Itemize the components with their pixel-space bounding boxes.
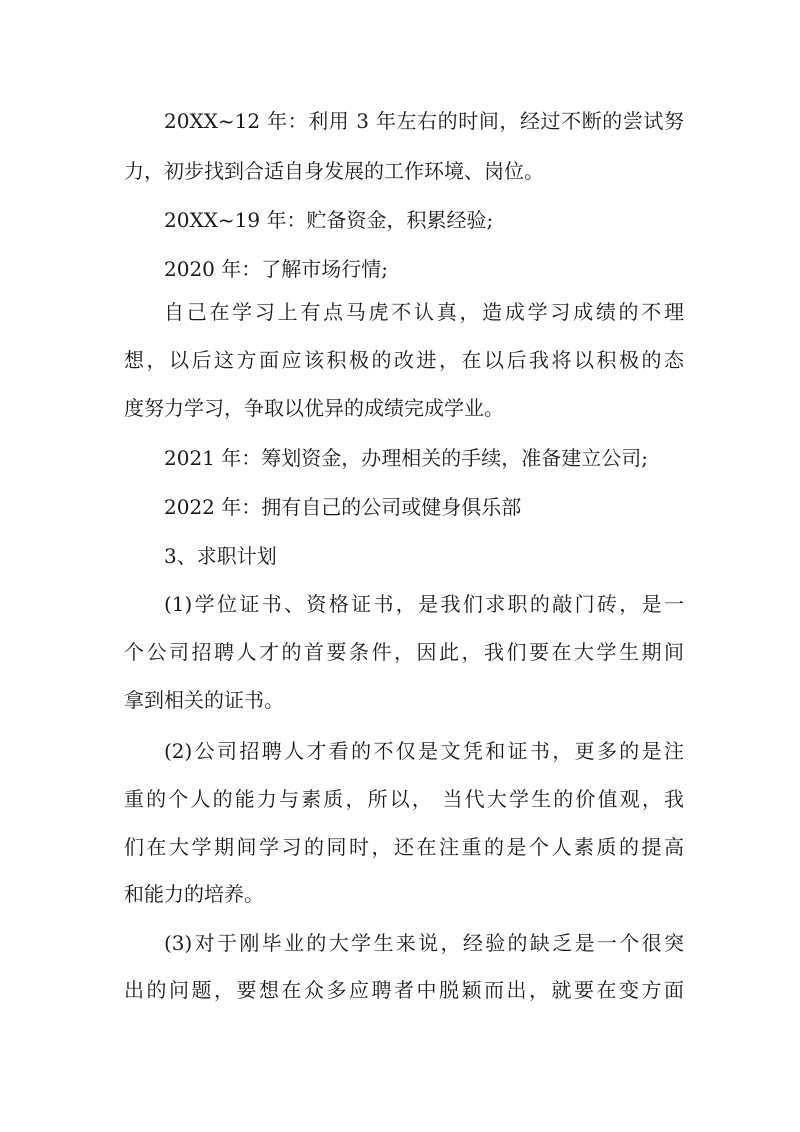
paragraph-8-line-3: 拿到相关的证书。 [124,688,284,712]
paragraph-5-line-1: 2021 年：筹划资金，办理相关的手续，准备建立公司; [164,446,648,470]
paragraph-6-line-1: 2022 年：拥有自己的公司或健身俱乐部 [164,495,522,519]
paragraph-10-line-2: 出的问题，要想在众多应聘者中脱颖而出，就要在变方面 [124,978,684,1002]
paragraph-4-line-1: 自己在学习上有点马虎不认真，造成学习成绩的不理 [164,300,684,324]
paragraph-1-line-1: 20XX~12 年：利用 3 年左右的时间，经过不断的尝试努 [164,109,684,133]
paragraph-9-line-1: (2)公司招聘人才看的不仅是文凭和证书，更多的是注 [164,739,684,763]
section-heading: 3、求职计划 [164,544,277,568]
paragraph-8-line-1: (1)学位证书、资格证书，是我们求职的敲门砖，是一 [164,592,684,616]
paragraph-2-line-1: 20XX~19 年：贮备资金，积累经验; [164,208,494,232]
paragraph-8-line-2: 个公司招聘人才的首要条件，因此，我们要在大学生期间 [124,640,684,664]
paragraph-9-line-2: 重的个人的能力与素质，所以， 当代大学生的价值观，我 [124,787,684,811]
paragraph-9-line-3: 们在大学期间学习的同时，还在注重的是个人素质的提高 [124,835,684,859]
paragraph-4-line-3: 度努力学习，争取以优异的成绩完成学业。 [124,396,504,420]
paragraph-1-line-2: 力，初步找到合适自身发展的工作环境、岗位。 [124,159,544,183]
paragraph-10-line-1: (3)对于刚毕业的大学生来说，经验的缺乏是一个很突 [164,931,684,955]
paragraph-9-line-4: 和能力的培养。 [124,882,264,906]
paragraph-4-line-2: 想，以后这方面应该积极的改进，在以后我将以积极的态 [124,348,684,372]
paragraph-3-line-1: 2020 年：了解市场行情; [164,257,388,281]
